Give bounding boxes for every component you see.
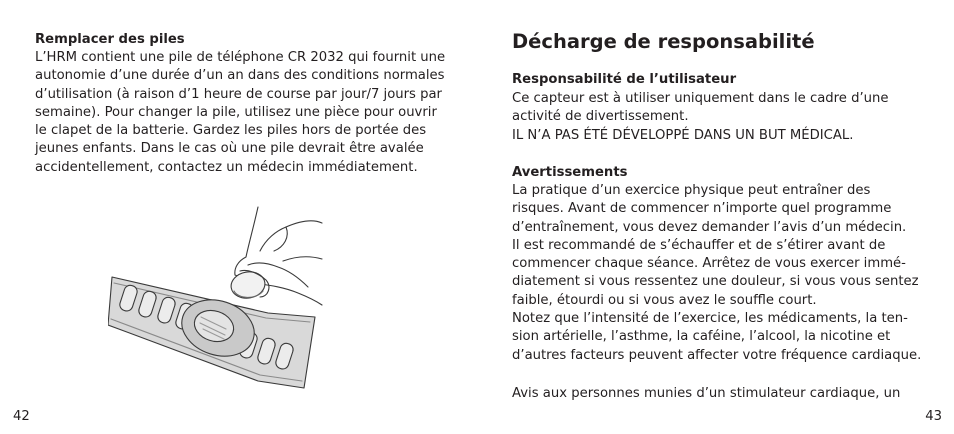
- user-responsibility-text: Ce capteur est à utiliser uniquement dans le cadre d’une activité de divertissement. IL N’A PAS ÉTÉ DÉVELOPPÉ DANS UN BUT MÉDICAL.: [512, 91, 889, 143]
- section-heading-user-responsibility: Responsabilité de l’utilisateur: [512, 72, 737, 87]
- page-number: 43: [925, 409, 942, 424]
- page-title: Décharge de responsabilité: [512, 30, 815, 53]
- hand-opening-battery-cover-illustration: [108, 205, 323, 405]
- pacemaker-notice-text: Avis aux personnes munies d’un stimulateur cardiaque, un: [512, 386, 901, 401]
- section-heading-warnings: Avertissements: [512, 165, 628, 180]
- page-number: 42: [13, 409, 30, 424]
- warnings-text: La pratique d’un exercice physique peut entraîner des risques. Avant de commencer n’importe quel programme d’entraînement, vous devez demander l’avis d’un médecin. Il est recommandé de s’échauffer et de s’étirer avant de commencer chaque séance. Arrêtez de vous exercer immé- diatement si vous ressentez une douleur, si vous vous sentez faible, étourdi ou si vous avez le souffle court. Notez que l’intensité de l’exercice, les médicaments, la ten- sion artérielle, l’asthme, la caféine, l’alcool, la nicotine et d’autres facteurs peuvent affecter votre fréquence cardiaque.: [512, 183, 922, 363]
- right-page: [477, 0, 954, 434]
- section-heading-replace-batteries: Remplacer des piles: [35, 32, 185, 47]
- battery-instructions-text: L’HRM contient une pile de téléphone CR 2032 qui fournit une autonomie d’une durée d’un an dans des conditions normales d’utilisation (à raison d’1 heure de course par jour/7 jours par semaine). Pour changer la pile, utilisez une pièce pour ouvrir le clapet de la batterie. Gardez les piles hors de portée des jeunes enfants. Dans le cas où une pile devrait être avalée accidentellement, contactez un médecin immédiatement.: [35, 50, 446, 175]
